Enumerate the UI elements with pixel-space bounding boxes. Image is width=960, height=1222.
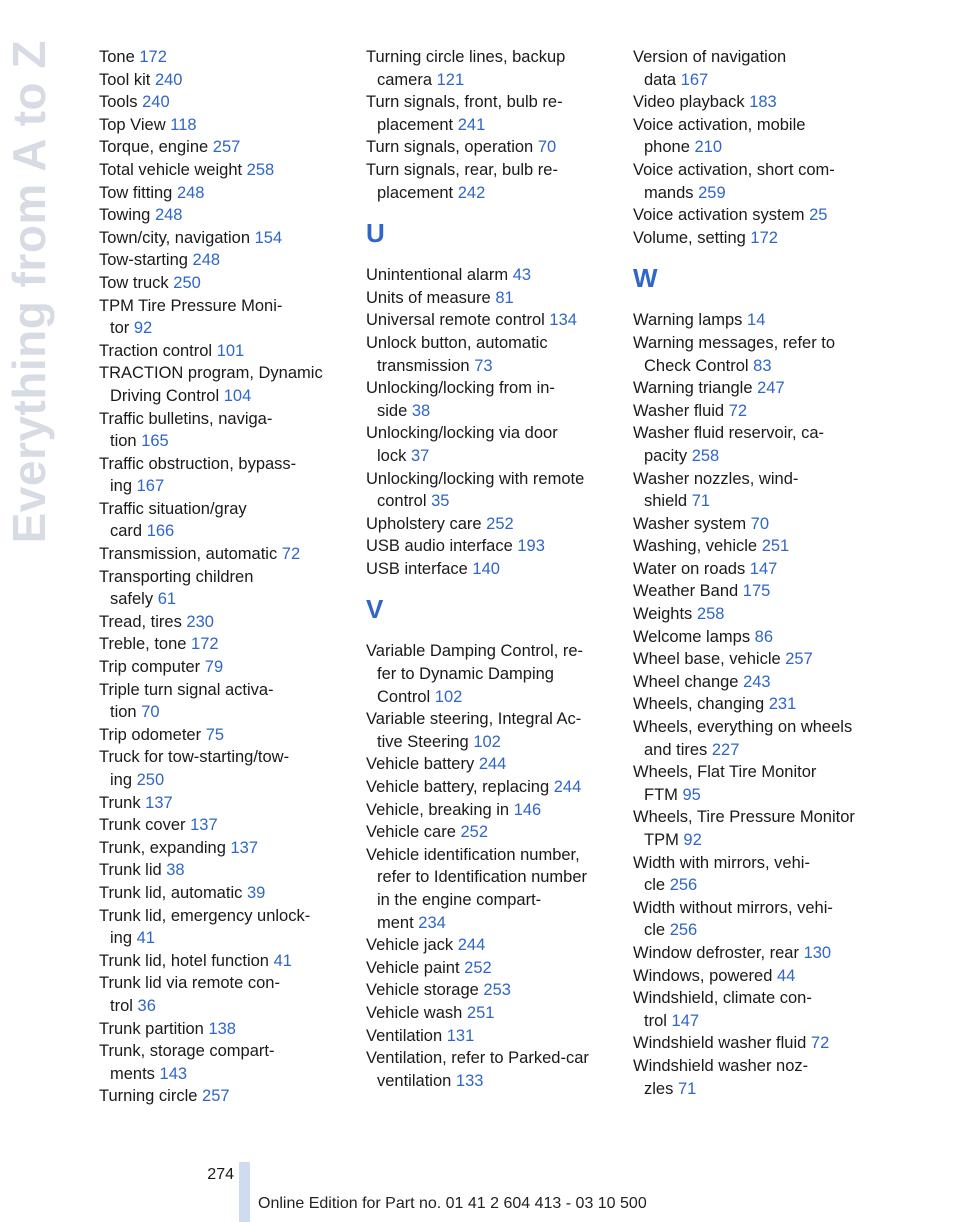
- index-entry-label: Weights: [633, 605, 697, 624]
- index-entry-label: Vehicle care: [366, 823, 461, 842]
- index-entry: [366, 309, 616, 332]
- index-entry: [99, 46, 349, 69]
- index-entry-label: Volume, setting: [633, 228, 751, 247]
- index-entry: [366, 1047, 616, 1092]
- index-entry-label: Unlocking/locking with remote control: [366, 469, 585, 511]
- index-entry-label: Top View: [99, 115, 171, 134]
- index-entry-label: Weather Band: [633, 582, 743, 601]
- index-entry-page-link[interactable]: 172: [750, 228, 778, 247]
- index-entry: [366, 640, 616, 708]
- index-entry-page-link[interactable]: 44: [776, 966, 796, 985]
- index-entry-label: Vehicle paint: [366, 958, 465, 977]
- index-entry-label: Warning triangle: [633, 379, 758, 398]
- index-entry: [99, 882, 349, 905]
- index-entry-page-link[interactable]: 165: [141, 432, 169, 451]
- index-column-2: [366, 46, 616, 1092]
- index-entry-page-link[interactable]: 258: [246, 160, 275, 179]
- index-entry-page-link[interactable]: 210: [694, 138, 722, 157]
- index-entry-label: Washer fluid: [633, 401, 729, 420]
- page-tab-bar: [239, 1162, 250, 1222]
- index-entry-label: Washer fluid reservoir, ca- pacity: [633, 424, 825, 465]
- index-entry-page-link[interactable]: 253: [483, 981, 511, 1000]
- index-entry-label: Trunk lid: [99, 861, 167, 880]
- index-entry-page-link[interactable]: 256: [669, 921, 698, 940]
- index-entry-label: Trunk lid via remote con- trol: [99, 974, 280, 1015]
- index-entry-page-link[interactable]: 193: [517, 537, 545, 556]
- index-entry: [633, 332, 883, 377]
- index-entry: [366, 264, 616, 287]
- index-entry: [366, 332, 616, 377]
- index-entry-page-link[interactable]: 258: [691, 446, 720, 465]
- index-entry-page-link[interactable]: 250: [136, 771, 165, 789]
- index-entry: [99, 724, 349, 747]
- index-entry: [99, 69, 349, 92]
- index-entry-page-link[interactable]: 36: [137, 996, 156, 1015]
- index-entry-page-link[interactable]: 140: [472, 559, 500, 578]
- index-entry-label: Windshield washer noz- zles: [633, 1056, 809, 1098]
- index-entry-page-link[interactable]: 72: [728, 401, 748, 420]
- index-entry-page-link[interactable]: 248: [176, 183, 205, 202]
- index-entry-label: Towing: [99, 206, 155, 225]
- index-entry-label: Trunk, expanding: [99, 838, 231, 857]
- index-entry-label: Turn signals, front, bulb re- placement: [366, 93, 563, 134]
- index-entry: [99, 498, 349, 543]
- index-entry: [633, 942, 883, 965]
- index-entry-page-link[interactable]: 259: [698, 183, 726, 202]
- index-entry-page-link[interactable]: 71: [691, 492, 711, 511]
- index-entry-label: Transporting children safely: [99, 567, 254, 609]
- index-entry: [366, 1002, 616, 1025]
- section-letter-w: W: [633, 263, 658, 294]
- index-entry-label: Torque, engine: [99, 138, 213, 157]
- index-entry: [366, 91, 616, 136]
- index-entry-label: Treble, tone: [99, 635, 192, 654]
- index-entry-label: Trip odometer: [99, 725, 206, 744]
- index-entry-page-link[interactable]: 167: [136, 477, 165, 496]
- index-entry: [99, 204, 349, 227]
- index-entry-page-link[interactable]: 147: [749, 559, 778, 578]
- index-entry: [99, 408, 349, 453]
- index-entry: [633, 580, 883, 603]
- index-entry: [99, 656, 349, 679]
- index-entry-page-link[interactable]: 83: [753, 356, 772, 375]
- index-entry-label: USB audio interface: [366, 537, 518, 556]
- index-entry-label: Tone: [99, 48, 140, 66]
- index-entry: [366, 377, 616, 422]
- index-entry-label: Windshield, climate con- trol: [633, 989, 812, 1030]
- index-entry-page-link[interactable]: 75: [205, 725, 225, 744]
- footer-edition-text: Online Edition for Part no. 01 41 2 604 413 - 03 10 500: [258, 1195, 647, 1212]
- index-entry-page-link[interactable]: 70: [750, 514, 770, 533]
- index-entry: [633, 987, 883, 1032]
- index-entry: [99, 272, 349, 295]
- index-entry-page-link[interactable]: 147: [671, 1011, 700, 1030]
- index-entry-label: Warning lamps: [633, 311, 748, 330]
- index-entry-page-link[interactable]: 73: [474, 356, 493, 375]
- index-entry: [633, 535, 883, 558]
- index-entry-label: Unintentional alarm: [366, 266, 513, 285]
- index-entry-label: Turn signals, rear, bulb re- placement: [366, 160, 558, 202]
- index-entry-page-link[interactable]: 38: [166, 861, 185, 880]
- index-entry: [99, 814, 349, 837]
- index-entry: [366, 136, 616, 159]
- index-entry-label: Vehicle battery, replacing: [366, 778, 554, 797]
- index-entry: [366, 753, 616, 776]
- index-entry: [633, 1032, 883, 1055]
- index-entry-label: Vehicle battery: [366, 755, 479, 774]
- index-entry-page-link[interactable]: 41: [273, 951, 292, 970]
- index-entry-label: Trunk lid, automatic: [99, 883, 247, 902]
- index-entry-page-link[interactable]: 118: [170, 115, 197, 134]
- index-entry: [633, 852, 883, 897]
- index-entry-page-link[interactable]: 137: [230, 838, 258, 857]
- index-entry-label: Voice activation system: [633, 206, 810, 225]
- index-entry-label: Trunk cover: [99, 816, 191, 835]
- index-entry-page-link[interactable]: 143: [159, 1064, 188, 1083]
- index-entry: [366, 844, 616, 934]
- index-entry: [366, 513, 616, 536]
- index-entry-page-link[interactable]: 252: [460, 823, 489, 842]
- section-letter-v: V: [366, 594, 384, 625]
- index-entry-page-link[interactable]: 166: [146, 522, 175, 541]
- index-entry-label: Voice activation, short com- mands: [633, 160, 835, 202]
- index-entry: [99, 566, 349, 611]
- index-entry: [366, 46, 616, 91]
- index-entry-label: Washer nozzles, wind- shield: [633, 469, 799, 511]
- index-entry-page-link[interactable]: 167: [680, 70, 709, 89]
- index-entry: [99, 611, 349, 634]
- index-entry-page-link[interactable]: 134: [549, 311, 577, 330]
- index-entry-page-link[interactable]: 172: [191, 635, 219, 654]
- index-entry-page-link[interactable]: 172: [139, 48, 167, 66]
- index-entry-label: Tow truck: [99, 273, 174, 292]
- index-entry-page-link[interactable]: 37: [410, 446, 430, 465]
- index-entry-page-link[interactable]: 248: [154, 206, 183, 225]
- index-entry-label: Vehicle, breaking in: [366, 800, 514, 819]
- index-entry-page-link[interactable]: 258: [696, 605, 725, 624]
- index-entry-page-link[interactable]: 92: [133, 319, 153, 338]
- index-entry-label: Ventilation: [366, 1026, 447, 1045]
- index-entry: [633, 806, 883, 851]
- index-entry-label: Universal remote control: [366, 311, 550, 330]
- index-entry-page-link[interactable]: 244: [457, 936, 486, 955]
- index-entry-label: Variable Damping Control, re- fer to Dynamic Damping Control: [366, 642, 584, 706]
- index-entry-label: Windshield washer fluid: [633, 1034, 811, 1053]
- index-entry-page-link[interactable]: 154: [254, 228, 283, 247]
- index-entry: [633, 46, 883, 91]
- index-entry-label: Turning circle lines, backup camera: [366, 48, 566, 89]
- index-entry: [99, 543, 349, 566]
- index-entry-page-link[interactable]: 41: [136, 929, 155, 948]
- index-entry-label: Transmission, automatic: [99, 545, 282, 564]
- index-entry-page-link[interactable]: 71: [677, 1079, 697, 1098]
- index-entry-label: Windows, powered: [633, 966, 777, 985]
- index-entry-page-link[interactable]: 133: [455, 1071, 484, 1090]
- index-entry-label: Width with mirrors, vehi- cle: [633, 853, 810, 895]
- index-entry: [99, 114, 349, 137]
- index-entry-page-link[interactable]: 70: [141, 703, 160, 722]
- index-entry-page-link[interactable]: 257: [212, 138, 241, 157]
- index-entry-label: Unlock button, automatic transmission: [366, 333, 548, 375]
- index-entry-page-link[interactable]: 102: [473, 732, 501, 751]
- index-entry-label: Wheel base, vehicle: [633, 650, 786, 669]
- index-entry-label: Variable steering, Integral Ac- tive Steering: [366, 710, 582, 751]
- index-entry-page-link[interactable]: 230: [186, 612, 214, 631]
- index-entry-label: Town/city, navigation: [99, 228, 255, 247]
- index-entry-page-link[interactable]: 257: [785, 650, 813, 669]
- index-entry-page-link[interactable]: 231: [768, 695, 797, 714]
- index-entry: [633, 558, 883, 581]
- index-entry-label: Tool kit: [99, 70, 155, 89]
- index-entry-label: Upholstery care: [366, 514, 487, 533]
- index-entry-page-link[interactable]: 240: [142, 93, 170, 112]
- index-entry: [99, 159, 349, 182]
- index-entry-label: Washing, vehicle: [633, 537, 762, 556]
- index-entry-label: Trunk lid, hotel function: [99, 951, 274, 970]
- index-entry: [99, 972, 349, 1017]
- index-entry-page-link[interactable]: 257: [202, 1087, 230, 1106]
- index-entry: [633, 377, 883, 400]
- index-entry-label: Turn signals, operation: [366, 138, 538, 157]
- index-entry: [633, 204, 883, 227]
- index-entry-label: TPM Tire Pressure Moni- tor: [99, 296, 283, 338]
- page-number: 274: [207, 1166, 234, 1183]
- index-entry-page-link[interactable]: 227: [711, 740, 740, 759]
- index-entry-label: Traffic situation/gray card: [99, 499, 247, 541]
- index-entry-label: Turning circle: [99, 1087, 203, 1106]
- index-entry: [633, 1055, 883, 1100]
- index-entry: [633, 761, 883, 806]
- index-entry: [99, 1018, 349, 1041]
- index-entry: [99, 633, 349, 656]
- index-entry: [99, 227, 349, 250]
- index-entry-label: USB interface: [366, 559, 473, 578]
- index-entry-page-link[interactable]: 39: [246, 883, 266, 902]
- index-entry-label: Ventilation, refer to Parked-car ventilation: [366, 1049, 589, 1090]
- index-entry-page-link[interactable]: 183: [749, 93, 777, 112]
- index-entry-page-link[interactable]: 242: [457, 183, 486, 202]
- index-entry-label: Wheels, Flat Tire Monitor FTM: [633, 763, 817, 804]
- index-entry: [99, 679, 349, 724]
- index-entry: [633, 513, 883, 536]
- index-entry: [633, 114, 883, 159]
- index-entry: [633, 603, 883, 626]
- index-entry-page-link[interactable]: 252: [486, 514, 514, 533]
- index-entry: [633, 965, 883, 988]
- index-entry: [99, 792, 349, 815]
- index-entry: [99, 362, 349, 407]
- side-section-title: Everything from A to Z: [3, 40, 55, 544]
- index-entry: [366, 799, 616, 822]
- index-entry: [366, 776, 616, 799]
- index-entry: [99, 340, 349, 363]
- index-entry-label: Tread, tires: [99, 612, 187, 631]
- index-entry-page-link[interactable]: 244: [553, 778, 582, 797]
- index-entry: [99, 136, 349, 159]
- index-entry-page-link[interactable]: 244: [478, 755, 507, 774]
- index-entry: [633, 468, 883, 513]
- index-entry-page-link[interactable]: 38: [411, 401, 431, 420]
- index-entry-label: Trip computer: [99, 658, 205, 677]
- index-entry-label: Traffic bulletins, naviga- tion: [99, 409, 273, 451]
- index-entry: [633, 309, 883, 332]
- index-entry-page-link[interactable]: 43: [512, 266, 532, 285]
- index-entry-page-link[interactable]: 81: [495, 288, 514, 307]
- index-entry-label: Voice activation, mobile phone: [633, 115, 806, 157]
- index-column-3: [633, 46, 883, 1100]
- index-entry: [366, 934, 616, 957]
- index-entry-page-link[interactable]: 92: [683, 831, 702, 849]
- index-entry-label: Triple turn signal activa- tion: [99, 680, 274, 722]
- index-entry-page-link[interactable]: 240: [154, 70, 183, 89]
- index-entry-page-link[interactable]: 251: [466, 1003, 495, 1022]
- index-entry: [99, 453, 349, 498]
- index-entry-label: Version of navigation data: [633, 48, 787, 89]
- index-entry: [366, 1025, 616, 1048]
- index-entry: [633, 626, 883, 649]
- index-entry-page-link[interactable]: 130: [803, 943, 832, 962]
- index-entry: [99, 1040, 349, 1085]
- index-entry: [99, 859, 349, 882]
- index-entry-page-link[interactable]: 137: [145, 793, 173, 812]
- index-entry-page-link[interactable]: 146: [513, 800, 542, 819]
- index-entry: [633, 897, 883, 942]
- index-entry-label: Unlocking/locking from in- side: [366, 379, 555, 420]
- index-entry-page-link[interactable]: 35: [431, 492, 450, 511]
- index-column-1: [99, 46, 349, 1108]
- index-entry: [633, 422, 883, 467]
- index-entry-page-link[interactable]: 104: [223, 386, 252, 405]
- index-entry-label: Tools: [99, 93, 143, 112]
- index-entry-label: Wheel change: [633, 672, 744, 691]
- index-entry: [99, 950, 349, 973]
- index-entry-page-link[interactable]: 175: [742, 582, 771, 601]
- index-entry-label: Units of measure: [366, 288, 496, 307]
- index-entry-label: Traffic obstruction, bypass- ing: [99, 454, 297, 496]
- index-entry: [99, 295, 349, 340]
- index-entry-label: Truck for tow-starting/tow- ing: [99, 748, 290, 789]
- index-entry-label: Width without mirrors, vehi- cle: [633, 898, 833, 940]
- index-entry: [633, 159, 883, 204]
- index-entry-page-link[interactable]: 72: [281, 545, 301, 564]
- index-entry: [366, 558, 616, 581]
- index-entry-label: Washer system: [633, 514, 751, 533]
- index-entry-label: Window defroster, rear: [633, 943, 804, 962]
- index-entry-page-link[interactable]: 251: [761, 537, 790, 556]
- index-entry-page-link[interactable]: 252: [464, 958, 492, 977]
- index-entry-page-link[interactable]: 121: [436, 70, 465, 89]
- index-entry-label: Trunk: [99, 793, 146, 812]
- index-entry: [366, 468, 616, 513]
- index-entry: [366, 821, 616, 844]
- index-entry: [633, 91, 883, 114]
- index-entry-label: Video playback: [633, 93, 750, 112]
- index-entry-page-link[interactable]: 61: [157, 590, 177, 609]
- index-entry: [99, 1085, 349, 1108]
- index-entry-label: Wheels, changing: [633, 695, 769, 714]
- index-entry-page-link[interactable]: 131: [446, 1026, 475, 1045]
- index-entry: [633, 671, 883, 694]
- index-entry-label: Welcome lamps: [633, 627, 755, 646]
- index-entry-label: Trunk partition: [99, 1019, 209, 1038]
- index-entry-page-link[interactable]: 234: [418, 913, 446, 932]
- index-entry: [99, 249, 349, 272]
- index-entry: [633, 648, 883, 671]
- index-entry: [99, 182, 349, 205]
- index-entry-page-link[interactable]: 138: [208, 1019, 236, 1038]
- index-entry-label: Wheels, everything on wheels and tires: [633, 718, 853, 759]
- index-entry: [366, 957, 616, 980]
- index-entry: [366, 422, 616, 467]
- index-entry: [366, 979, 616, 1002]
- index-entry: [99, 746, 349, 791]
- index-entry-label: Trunk lid, emergency unlock- ing: [99, 906, 311, 948]
- index-entry: [366, 535, 616, 558]
- index-entry-label: Wheels, Tire Pressure Monitor TPM: [633, 808, 855, 849]
- index-entry-page-link[interactable]: 79: [204, 658, 224, 677]
- index-entry-page-link[interactable]: 243: [743, 672, 771, 691]
- index-entry-page-link[interactable]: 248: [192, 251, 221, 270]
- index-entry-label: Traction control: [99, 341, 217, 360]
- index-entry-page-link[interactable]: 250: [173, 273, 201, 292]
- index-entry-label: Vehicle identification number, refer to Identification number in the engine compart- ment: [366, 845, 588, 932]
- index-entry: [633, 400, 883, 423]
- index-entry: [366, 287, 616, 310]
- index-entry-label: Trunk, storage compart- ments: [99, 1042, 275, 1083]
- index-entry-label: Warning messages, refer to Check Control: [633, 333, 836, 375]
- index-entry-label: TRACTION program, Dynamic Driving Control: [99, 364, 323, 405]
- index-entry-label: Tow-starting: [99, 251, 193, 270]
- index-entry-label: Water on roads: [633, 559, 750, 578]
- index-entry: [366, 159, 616, 204]
- index-entry-label: Tow fitting: [99, 183, 177, 202]
- index-entry: [633, 716, 883, 761]
- index-entry-page-link[interactable]: 72: [810, 1034, 830, 1053]
- index-entry-page-link[interactable]: 95: [682, 785, 701, 804]
- index-entry: [99, 905, 349, 950]
- index-entry-page-link[interactable]: 137: [190, 816, 218, 835]
- index-entry: [99, 837, 349, 860]
- index-entry-label: Unlocking/locking via door lock: [366, 424, 558, 465]
- index-entry-page-link[interactable]: 241: [457, 115, 486, 134]
- index-entry-label: Vehicle storage: [366, 981, 484, 1000]
- index-entry-page-link[interactable]: 102: [434, 687, 463, 706]
- index-entry-label: Total vehicle weight: [99, 160, 247, 179]
- index-entry-page-link[interactable]: 14: [747, 311, 766, 330]
- section-letter-u: U: [366, 218, 385, 249]
- index-entry: [633, 227, 883, 250]
- index-entry-label: Vehicle jack: [366, 936, 458, 955]
- index-entry: [633, 693, 883, 716]
- index-entry-page-link[interactable]: 247: [757, 379, 785, 398]
- index-entry: [366, 708, 616, 753]
- index-entry-page-link[interactable]: 70: [537, 138, 557, 157]
- index-entry-page-link[interactable]: 101: [216, 341, 245, 360]
- index-entry-label: Vehicle wash: [366, 1003, 467, 1022]
- index-entry: [99, 91, 349, 114]
- index-entry-page-link[interactable]: 25: [809, 206, 828, 225]
- index-entry-page-link[interactable]: 256: [669, 876, 698, 895]
- index-entry-page-link[interactable]: 86: [754, 627, 774, 646]
